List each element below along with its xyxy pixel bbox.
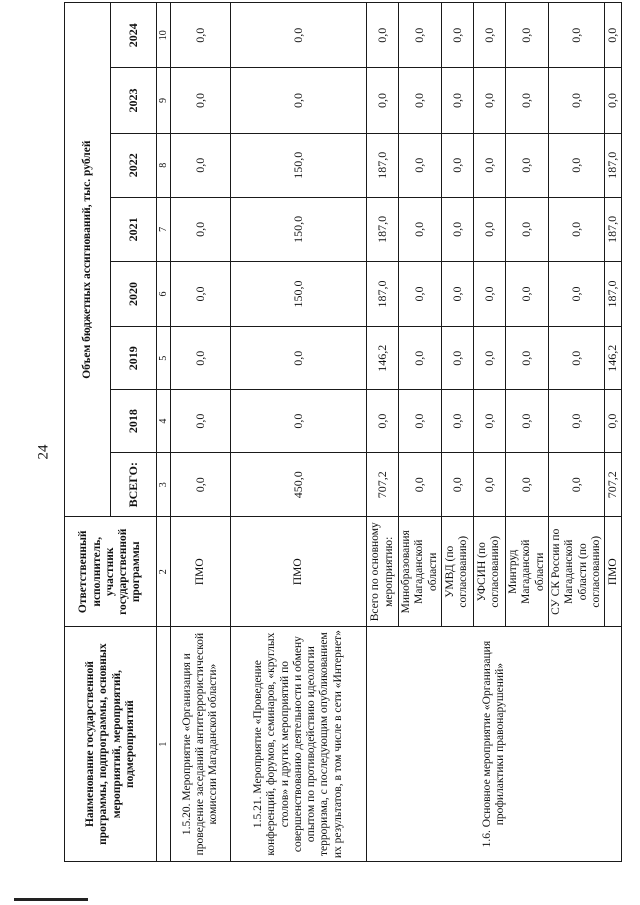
cell-value: 150,0 [231,133,367,197]
cell-value: 0,0 [441,68,473,133]
cell-value: 0,0 [441,261,473,326]
cell-value: 150,0 [231,197,367,261]
cell-value: 0,0 [505,390,548,453]
cell-value: 150,0 [231,261,367,326]
cell-value: 0,0 [171,327,231,390]
column-number: 9 [157,68,171,133]
cell-value: 0,0 [399,197,442,261]
budget-table [64,2,622,862]
cell-value: 146,2 [605,327,622,390]
cell-total: 0,0 [399,453,442,517]
column-number: 4 [157,390,171,453]
cell-value: 0,0 [441,390,473,453]
column-number: 1 [157,627,171,862]
cell-total: 0,0 [171,453,231,517]
cell-value: 0,0 [548,197,604,261]
cell-value: 0,0 [399,133,442,197]
cell-value: 0,0 [473,68,505,133]
cell-value: 0,0 [171,3,231,68]
row-executor: УФСИН (по согласованию) [473,517,505,627]
cell-value: 0,0 [399,261,442,326]
header-year: 2021 [111,197,157,261]
cell-value: 0,0 [548,390,604,453]
cell-value: 0,0 [171,390,231,453]
cell-value: 0,0 [548,68,604,133]
row-executor: ПМО [605,517,622,627]
cell-value: 187,0 [367,197,399,261]
column-number: 8 [157,133,171,197]
cell-total: 0,0 [548,453,604,517]
cell-value: 0,0 [171,133,231,197]
cell-value: 0,0 [505,68,548,133]
cell-total: 450,0 [231,453,367,517]
cell-value: 0,0 [605,68,622,133]
table-row [231,3,367,862]
cell-value: 0,0 [399,327,442,390]
cell-value: 0,0 [548,261,604,326]
row-executor: Минтруд Магаданской области [505,517,548,627]
column-number: 2 [157,517,171,627]
column-number: 7 [157,197,171,261]
row-executor: Минобразования Магаданской области [399,517,442,627]
cell-value: 0,0 [441,133,473,197]
cell-value: 0,0 [171,68,231,133]
table-row [367,3,399,862]
cell-value: 0,0 [505,261,548,326]
row-executor: ПМО [171,517,231,627]
cell-value: 0,0 [171,197,231,261]
cell-value: 0,0 [367,3,399,68]
cell-total: 0,0 [441,453,473,517]
rotated-table-wrapper [64,2,620,862]
cell-value: 0,0 [473,327,505,390]
cell-value: 146,2 [367,327,399,390]
cell-total: 707,2 [367,453,399,517]
cell-value: 187,0 [605,261,622,326]
cell-value: 0,0 [605,3,622,68]
header-row-numbers [157,3,171,862]
cell-total: 0,0 [473,453,505,517]
cell-value: 0,0 [605,390,622,453]
header-year: 2023 [111,68,157,133]
table-row [171,3,231,862]
cell-value: 0,0 [231,68,367,133]
cell-value: 0,0 [399,68,442,133]
cell-value: 0,0 [473,261,505,326]
cell-value: 0,0 [399,390,442,453]
cell-value: 0,0 [505,133,548,197]
cell-value: 0,0 [473,133,505,197]
header-name-col: Наименование государственной программы, подпрограммы, основных мероприятий, мероприятий, подмероприятий [65,627,157,862]
header-budget-group: Объем бюджетных ассигнований, тыс. рублей [65,3,111,517]
header-year: 2018 [111,390,157,453]
scan-edge-line [14,898,88,901]
header-row-group [65,3,111,862]
cell-value: 0,0 [473,3,505,68]
page-number: 24 [35,444,52,460]
cell-value: 0,0 [399,3,442,68]
cell-value: 0,0 [441,327,473,390]
column-number: 5 [157,327,171,390]
cell-value: 0,0 [441,3,473,68]
column-number: 3 [157,453,171,517]
cell-value: 0,0 [367,390,399,453]
row-executor: СУ СК России по Магаданской области (по согласованию) [548,517,604,627]
cell-value: 0,0 [505,327,548,390]
cell-value: 187,0 [605,197,622,261]
cell-value: 0,0 [473,197,505,261]
group-name: 1.6. Основное мероприятие «Организация профилактики правонарушений» [367,627,622,862]
row-executor: ПМО [231,517,367,627]
cell-value: 187,0 [605,133,622,197]
row-executor: Всего по основному мероприятию: [367,517,399,627]
header-total: ВСЕГО: [111,453,157,517]
row-name: 1.5.20. Мероприятие «Организация и проведение заседаний антитеррористической комиссии Магаданской области» [171,627,231,862]
cell-value: 0,0 [367,68,399,133]
cell-value: 187,0 [367,133,399,197]
row-executor: УМВД (по согласованию) [441,517,473,627]
cell-value: 0,0 [231,390,367,453]
cell-total: 707,2 [605,453,622,517]
cell-value: 0,0 [548,133,604,197]
header-executor-col: Ответственный исполнитель, участник государственной программы [65,517,157,627]
row-name: 1.5.21. Мероприятие «Проведение конференций, форумов, семинаров, «круглых столов» и других мероприятий по совершенствованию деятельности и обмену опытом по противодействию идеологии терроризма, с последующим опубликованием их результатов, в том числе в сети «Интернет» [231,627,367,862]
cell-value: 0,0 [473,390,505,453]
cell-value: 0,0 [441,197,473,261]
cell-value: 0,0 [171,261,231,326]
cell-value: 0,0 [231,327,367,390]
column-number: 10 [157,3,171,68]
header-year: 2020 [111,261,157,326]
header-year: 2024 [111,3,157,68]
cell-value: 0,0 [505,3,548,68]
header-year: 2022 [111,133,157,197]
cell-value: 0,0 [505,197,548,261]
cell-total: 0,0 [505,453,548,517]
header-year: 2019 [111,327,157,390]
cell-value: 187,0 [367,261,399,326]
cell-value: 0,0 [548,3,604,68]
cell-value: 0,0 [548,327,604,390]
cell-value: 0,0 [231,3,367,68]
column-number: 6 [157,261,171,326]
